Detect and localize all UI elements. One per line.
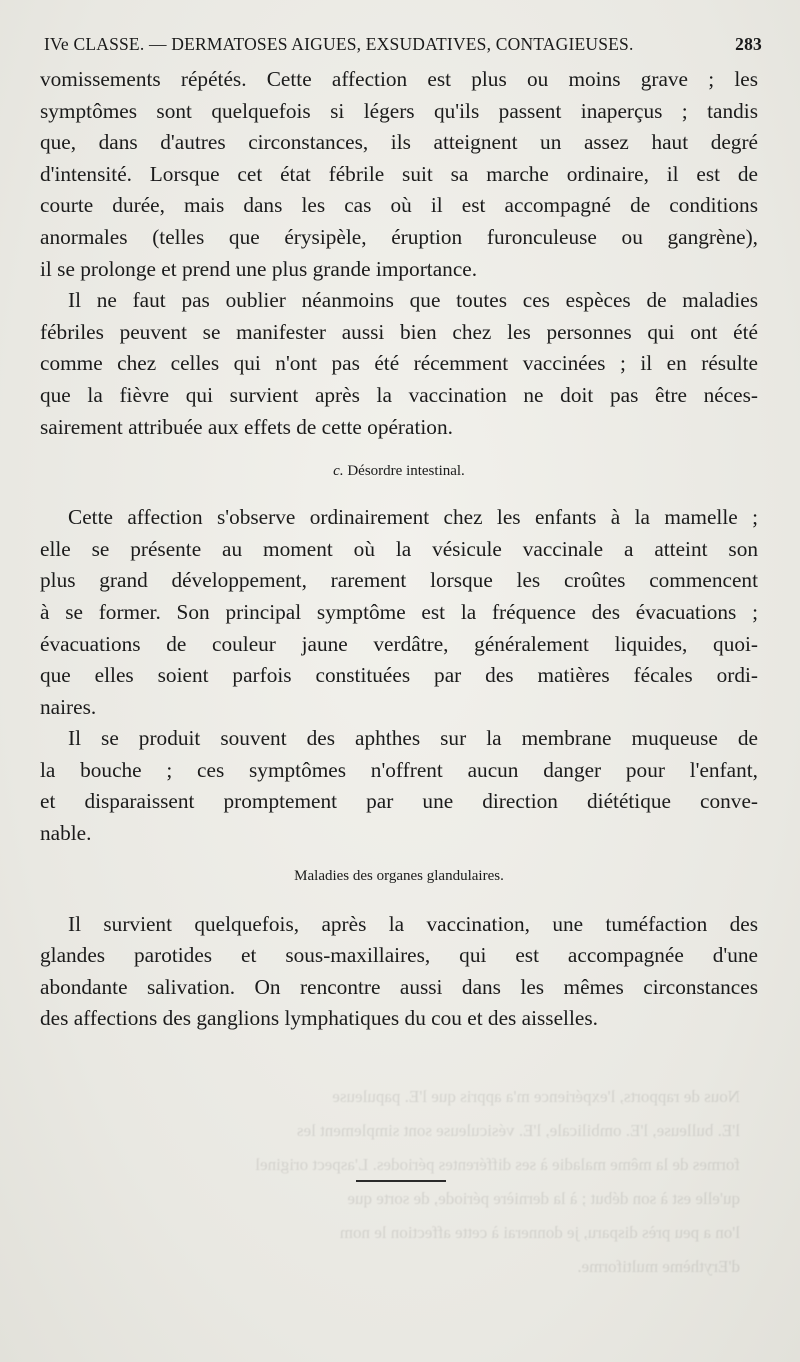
text-line: comme chez celles qui n'ont pas été récemment vaccinées ; il en résulte	[40, 351, 758, 376]
text-line: que elles soient parfois constituées par des matières fécales ordi-	[40, 663, 758, 688]
text-line: vomissements répétés. Cette affection est plus ou moins grave ; les	[40, 67, 758, 91]
text-line: Il survient quelquefois, après la vaccination, une tuméfaction des	[68, 911, 758, 936]
text-line: anormales (telles que érysipèle, éruption furonculeuse ou gangrène),	[40, 224, 758, 249]
paragraph-fever-end	[40, 64, 758, 285]
text-line: il se prolonge et prend une plus grande importance.	[40, 256, 478, 281]
text-line: abondante salivation. On rencontre aussi dans les mêmes circonstances	[40, 974, 758, 999]
end-rule-divider	[356, 1180, 446, 1182]
running-head	[44, 34, 762, 55]
text-line: naires.	[40, 694, 97, 719]
text-line: Il ne faut pas oublier néanmoins que toutes ces espèces de maladies	[68, 288, 758, 313]
text-line: plus grand développement, rarement lorsque les croûtes commencent	[40, 568, 758, 593]
body-text	[40, 64, 758, 1035]
text-line: fébriles peuvent se manifester aussi bien chez les personnes qui ont été	[40, 319, 758, 344]
text-line: elle se présente au moment où la vésicule vaccinale a atteint son	[40, 536, 758, 561]
paragraph-glandular	[40, 909, 758, 1035]
text-line: Cette affection s'observe ordinairement chez les enfants à la mamelle ;	[68, 505, 758, 530]
paragraph-intestinal	[40, 502, 758, 723]
text-line: et disparaissent promptement par une direction diététique conve-	[40, 789, 758, 814]
page-number: 283	[735, 34, 762, 54]
text-line: que la fièvre qui survient après la vaccination ne doit pas être néces-	[40, 382, 758, 407]
text-line: Il se produit souvent des aphthes sur la membrane muqueuse de	[68, 726, 758, 751]
running-head-title: IVe CLASSE. — DERMATOSES AIGUES, EXSUDATIVES, CONTAGIEUSES.	[44, 34, 634, 54]
paragraph-febrile-diseases	[40, 285, 758, 443]
text-line: évacuations de couleur jaune verdâtre, généralement liquides, quoi-	[40, 631, 758, 656]
text-line: glandes parotides et sous-maxillaires, qui est accompagnée d'une	[40, 943, 758, 968]
text-line: des affections des ganglions lymphatiques du cou et des aisselles.	[40, 1006, 598, 1031]
section-heading-intestinal	[40, 460, 758, 482]
text-line: courte durée, mais dans les cas où il est accompagné de conditions	[40, 193, 758, 218]
text-line: d'intensité. Lorsque cet état fébrile suit sa marche ordinaire, il est de	[40, 161, 758, 186]
section-letter: c.	[333, 463, 344, 480]
text-line: la bouche ; ces symptômes n'offrent aucun danger pour l'enfant,	[40, 757, 758, 782]
text-line: que, dans d'autres circonstances, ils atteignent un assez haut degré	[40, 130, 758, 155]
text-line: nable.	[40, 821, 92, 846]
text-line: symptômes sont quelquefois si légers qu'ils passent inaperçus ; tandis	[40, 98, 758, 123]
paragraph-aphthes	[40, 723, 758, 849]
text-line: à se former. Son principal symptôme est la fréquence des évacuations ;	[40, 599, 758, 624]
section-title: Désordre intestinal.	[347, 463, 465, 480]
section-heading-glandular	[40, 865, 758, 887]
section-title: Maladies des organes glandulaires.	[294, 867, 504, 884]
text-line: sairement attribuée aux effets de cette opération.	[40, 414, 453, 439]
show-through-texture: Nous de rapports, l'expérience m'a appris que l'E. papuleuse l'E. bulleuse, l'E. ombilicale, l'E. vésiculeuse sont simplement les formes de la même maladie à ses différentes périodes. L'aspect originel qu'elle est à son début ; à la dernière période, de sorte que l'on a peu près disparu, je donnerai à cette affection le nom d'Erythème multiforme.	[255, 1087, 740, 1276]
